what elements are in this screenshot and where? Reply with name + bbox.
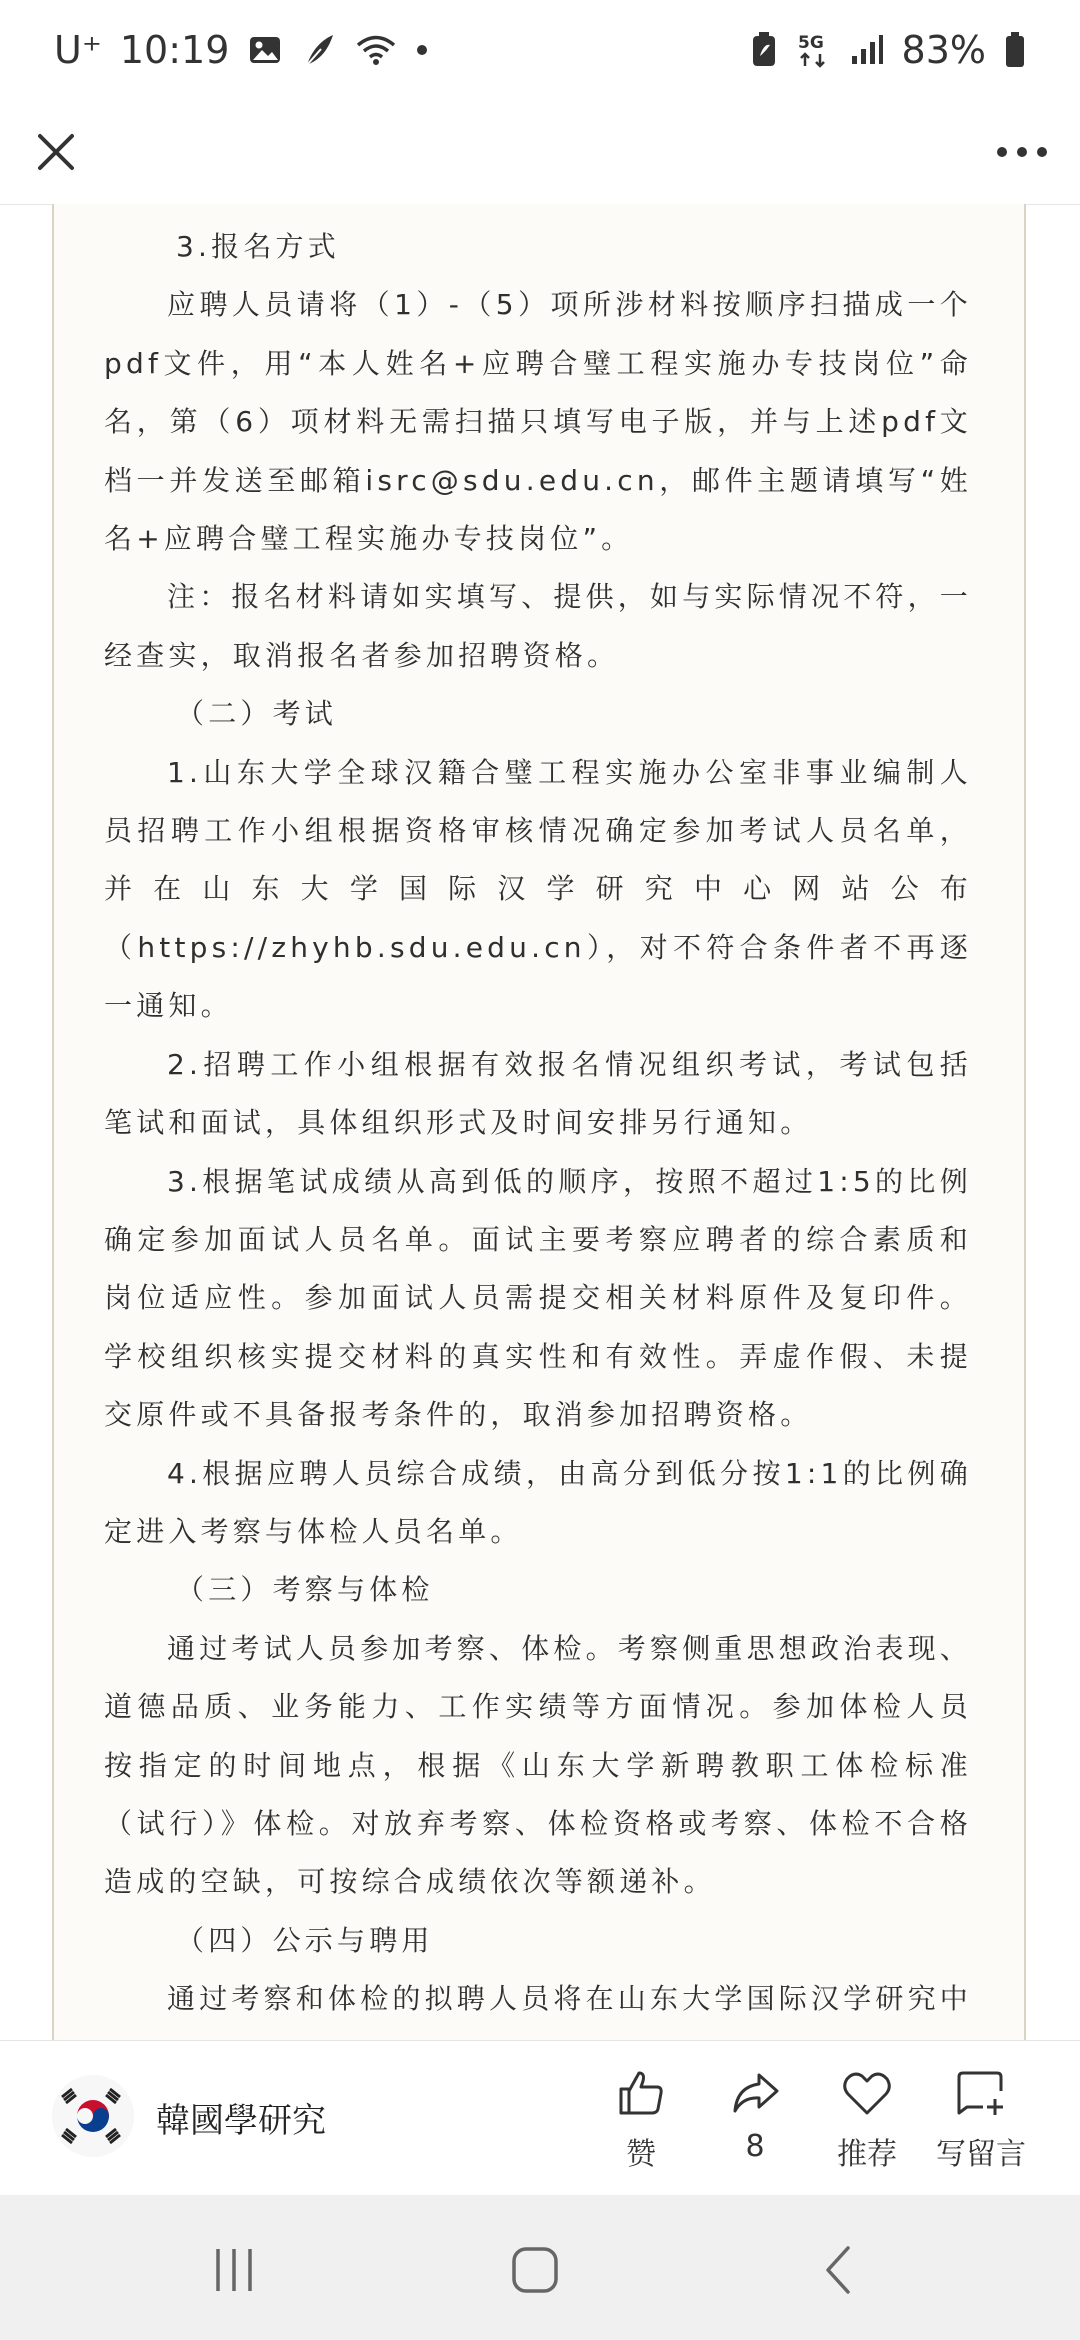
share-count: 8 xyxy=(745,2129,765,2164)
share-icon xyxy=(729,2067,781,2119)
add-comment-icon xyxy=(953,2067,1009,2119)
section-heading: （三）考察与体检 xyxy=(176,1573,434,1607)
recent-apps-button[interactable] xyxy=(194,2235,274,2305)
like-label: 赞 xyxy=(626,2137,656,2172)
system-nav-bar xyxy=(0,2195,1080,2340)
share-button[interactable] xyxy=(700,2067,810,2164)
heart-icon xyxy=(840,2067,894,2119)
thumbs-up-icon xyxy=(615,2067,667,2119)
article-content xyxy=(54,204,1024,2087)
paragraph-heading: 3.报名方式 xyxy=(176,230,340,263)
korea-flag-avatar-icon xyxy=(52,2075,134,2157)
back-button[interactable] xyxy=(798,2235,878,2305)
recommend-button[interactable] xyxy=(812,2067,922,2173)
home-icon xyxy=(510,2245,560,2295)
recent-apps-icon xyxy=(209,2245,259,2295)
signal-icon xyxy=(850,34,884,66)
battery-saver-icon xyxy=(750,31,778,69)
like-button[interactable] xyxy=(586,2067,696,2173)
section-heading: （二）考试 xyxy=(176,697,338,731)
section-heading: （四）公示与聘用 xyxy=(176,1923,434,1957)
5g-icon xyxy=(796,30,832,70)
more-button[interactable] xyxy=(986,120,1058,184)
status-left xyxy=(54,28,429,72)
paragraph: 注：报名材料请如实填写、提供，如与实际情况不符，一经查实，取消报名者参加招聘资格。 xyxy=(104,580,973,672)
bottom-action-bar xyxy=(0,2040,1080,2196)
paragraph: 1.山东大学全球汉籍合璧工程实施办公室非事业编制人员招聘工作小组根据资格审核情况确定参加考试人员名单，并在山东大学国际汉学研究中心网站公布（https://zhyhb.sdu.edu.cn），对不符合条件者不再逐一通知。 xyxy=(104,755,972,1023)
svg-text:5G: 5G xyxy=(797,33,824,53)
account-avatar[interactable] xyxy=(52,2075,134,2157)
recommend-label: 推荐 xyxy=(837,2137,897,2172)
paragraph: 通过考察和体检的拟聘人员将在山东大学国际汉学研究中 xyxy=(167,1982,973,2016)
article-body xyxy=(52,204,1026,2040)
account-name[interactable]: 韓國學研究 xyxy=(156,2101,326,2141)
paragraph: 2.招聘工作小组根据有效报名情况组织考试，考试包括笔试和面试，具体组织形式及时间安排另行通知。 xyxy=(104,1047,972,1140)
comment-label: 写留言 xyxy=(936,2137,1026,2172)
paragraph: 3.根据笔试成绩从高到低的顺序，按照不超过1:5的比例确定参加面试人员名单。面试主要考察应聘者的综合素质和岗位适应性。参加面试人员需提交相关材料原件及复印件。学校组织核实提交材料的真实性和有效性。弄虚作假、未提交原件或不具备报考条件的，取消参加招聘资格。 xyxy=(104,1164,972,1432)
clock: 10:19 xyxy=(119,28,230,72)
paragraph: 4.根据应聘人员综合成绩，由高分到低分按1:1的比例确定进入考察与体检人员名单。 xyxy=(104,1456,972,1548)
paragraph: 应聘人员请将（1）-（5）项所涉材料按顺序扫描成一个pdf文件，用“本人姓名+应聘合璧工程实施办专技岗位”命名，第（6）项材料无需扫描只填写电子版，并与上述pdf文档一并发送至邮箱isrc@sdu.edu.cn，邮件主题请填写“姓名+应聘合璧工程实施办专技岗位”。 xyxy=(104,288,972,556)
battery-percent: 83% xyxy=(901,28,986,72)
paragraph: 通过考试人员参加考察、体检。考察侧重思想政治表现、道德品质、业务能力、工作实绩等方面情况。参加体检人员按指定的时间地点，根据《山东大学新聘教职工体检标准（试行）》体检。对放弃考察、体检资格或考察、体检不合格造成的空缺，可按综合成绩依次等额递补。 xyxy=(104,1631,973,1899)
dot-icon xyxy=(415,43,429,57)
top-bar xyxy=(0,100,1080,205)
back-icon xyxy=(818,2244,858,2296)
comment-button[interactable] xyxy=(926,2067,1036,2173)
home-button[interactable] xyxy=(495,2235,575,2305)
feather-icon xyxy=(301,31,337,69)
status-bar xyxy=(0,0,1080,100)
wifi-icon xyxy=(355,33,397,67)
gallery-icon xyxy=(247,32,283,68)
battery-icon xyxy=(1004,31,1026,69)
close-icon xyxy=(36,132,76,172)
status-right xyxy=(750,28,1026,72)
close-button[interactable] xyxy=(24,120,88,184)
more-icon xyxy=(996,146,1048,158)
carrier-label: U⁺ xyxy=(54,28,102,72)
